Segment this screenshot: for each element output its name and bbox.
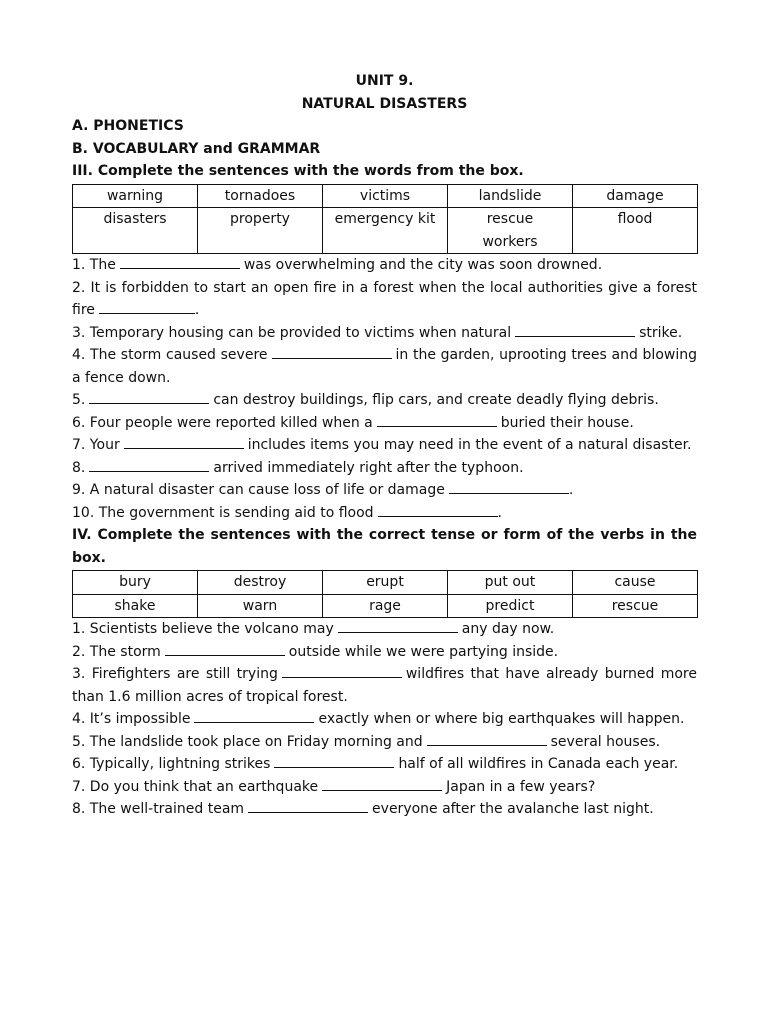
section-a-heading: A. PHONETICS [72, 118, 184, 134]
item-text: includes items you may need in the event of a natural disaster. [247, 437, 692, 453]
item-text: 7. Your [72, 437, 120, 453]
part4-word-box [72, 570, 698, 618]
item-text: everyone after the avalanche last night. [372, 801, 654, 817]
exercise-item [72, 277, 697, 322]
item-text: 6. Typically, lightning strikes [72, 756, 271, 772]
answer-blank[interactable] [377, 412, 497, 427]
answer-blank[interactable] [378, 502, 498, 517]
item-text: 1. The [72, 257, 116, 273]
exercise-item [72, 731, 697, 754]
word-box-cell: cause [573, 571, 698, 595]
item-text: in the garden, uprooting trees and blowing a fence down. [72, 347, 697, 386]
word-box-row [73, 184, 698, 208]
word-box-row [73, 208, 698, 254]
word-box-cell: emergency kit [323, 208, 448, 254]
item-text: 4. The storm caused severe [72, 347, 268, 363]
exercise-item [72, 457, 697, 480]
word-box-cell: predict [448, 594, 573, 618]
item-text: . [497, 504, 502, 521]
exercise-item [72, 798, 697, 821]
exercise-item [72, 322, 697, 345]
answer-blank[interactable] [272, 344, 392, 359]
item-text: was overwhelming and the city was soon drowned. [243, 257, 603, 273]
answer-blank[interactable] [322, 776, 442, 791]
answer-blank[interactable] [89, 457, 209, 472]
part3-word-box [72, 184, 698, 255]
word-box-cell: rage [323, 594, 448, 618]
word-box-cell: disasters [73, 208, 198, 254]
exercise-item [72, 479, 697, 502]
item-text: . [568, 482, 574, 498]
answer-blank[interactable] [165, 641, 285, 656]
item-text: half of all wildfires in Canada each year. [398, 756, 679, 772]
item-text: 1. Scientists believe the volcano may [72, 621, 334, 637]
answer-blank[interactable] [427, 731, 547, 746]
exercise-item [72, 618, 697, 641]
answer-blank[interactable] [89, 389, 209, 404]
word-box-row [73, 571, 698, 595]
word-box-cell: erupt [323, 571, 448, 595]
part3-instruction: III. Complete the sentences with the words from the box. [72, 163, 524, 179]
answer-blank[interactable] [338, 618, 458, 633]
item-text: 5. [72, 392, 86, 408]
item-text: wildfires that have already burned more than 1.6 million acres of tropical forest. [72, 666, 697, 705]
item-text: outside while we were partying inside. [288, 643, 559, 660]
item-text: 9. A natural disaster can cause loss of life or damage [72, 482, 445, 498]
answer-blank[interactable] [274, 753, 394, 768]
item-text: 8. The well-trained team [72, 801, 245, 817]
part4-instruction: IV. Complete the sentences with the correct tense or form of the verbs in the box. [72, 527, 697, 566]
word-box-row [73, 594, 698, 618]
word-box-cell: rescue workers [448, 208, 573, 254]
exercise-item [72, 641, 697, 664]
exercise-item [72, 254, 697, 277]
item-text: 4. It’s impossible [72, 711, 191, 727]
exercise-item [72, 344, 697, 389]
unit-title: UNIT 9. [355, 73, 414, 89]
item-text: 10. The government is sending aid to flood [72, 504, 374, 521]
item-text: exactly when or where big earthquakes will happen. [318, 711, 685, 727]
word-box-cell: rescue [573, 594, 698, 618]
answer-blank[interactable] [99, 299, 195, 314]
section-b-heading: B. VOCABULARY and GRAMMAR [72, 140, 321, 157]
word-box-cell: tornadoes [198, 184, 323, 208]
word-box-cell: victims [323, 184, 448, 208]
answer-blank[interactable] [282, 663, 402, 678]
item-text: buried their house. [500, 414, 634, 431]
word-box-cell: shake [73, 594, 198, 618]
word-box-cell: flood [573, 208, 698, 254]
exercise-item [72, 502, 697, 525]
answer-blank[interactable] [515, 322, 635, 337]
word-box-cell: damage [573, 184, 698, 208]
topic-title: NATURAL DISASTERS [301, 95, 468, 112]
exercise-item [72, 663, 697, 708]
word-box-cell: warning [73, 184, 198, 208]
item-text: 2. It is forbidden to start an open fire in a forest when the local authorities give a forest fire [72, 279, 697, 318]
word-box-cell: bury [73, 571, 198, 595]
item-text: Japan in a few years? [446, 778, 596, 795]
exercise-item [72, 708, 697, 731]
exercise-item [72, 412, 697, 435]
item-text: 3. Temporary housing can be provided to victims when natural [72, 324, 512, 341]
word-box-cell: property [198, 208, 323, 254]
item-text: 3. Firefighters are still trying [72, 666, 278, 682]
item-text: 6. Four people were reported killed when a [72, 414, 373, 431]
worksheet-page [72, 70, 697, 821]
answer-blank[interactable] [248, 798, 368, 813]
answer-blank[interactable] [120, 254, 240, 269]
item-text: any day now. [461, 621, 555, 637]
item-text: arrived immediately right after the typhoon. [213, 459, 524, 476]
item-text: can destroy buildings, flip cars, and create deadly flying debris. [213, 392, 659, 408]
exercise-item [72, 776, 697, 799]
word-box-cell: landslide [448, 184, 573, 208]
item-text: 7. Do you think that an earthquake [72, 778, 319, 795]
exercise-item [72, 434, 697, 457]
word-box-cell: destroy [198, 571, 323, 595]
word-box-cell: put out [448, 571, 573, 595]
answer-blank[interactable] [124, 434, 244, 449]
item-text: 5. The landslide took place on Friday morning and [72, 733, 423, 750]
item-text: strike. [639, 324, 683, 341]
item-text: 2. The storm [72, 643, 161, 660]
word-box-cell: warn [198, 594, 323, 618]
exercise-item [72, 389, 697, 412]
answer-blank[interactable] [449, 479, 569, 494]
item-text: several houses. [550, 733, 661, 750]
item-text: 8. [72, 459, 86, 476]
exercise-item [72, 753, 697, 776]
answer-blank[interactable] [194, 708, 314, 723]
item-text: . [194, 302, 200, 318]
